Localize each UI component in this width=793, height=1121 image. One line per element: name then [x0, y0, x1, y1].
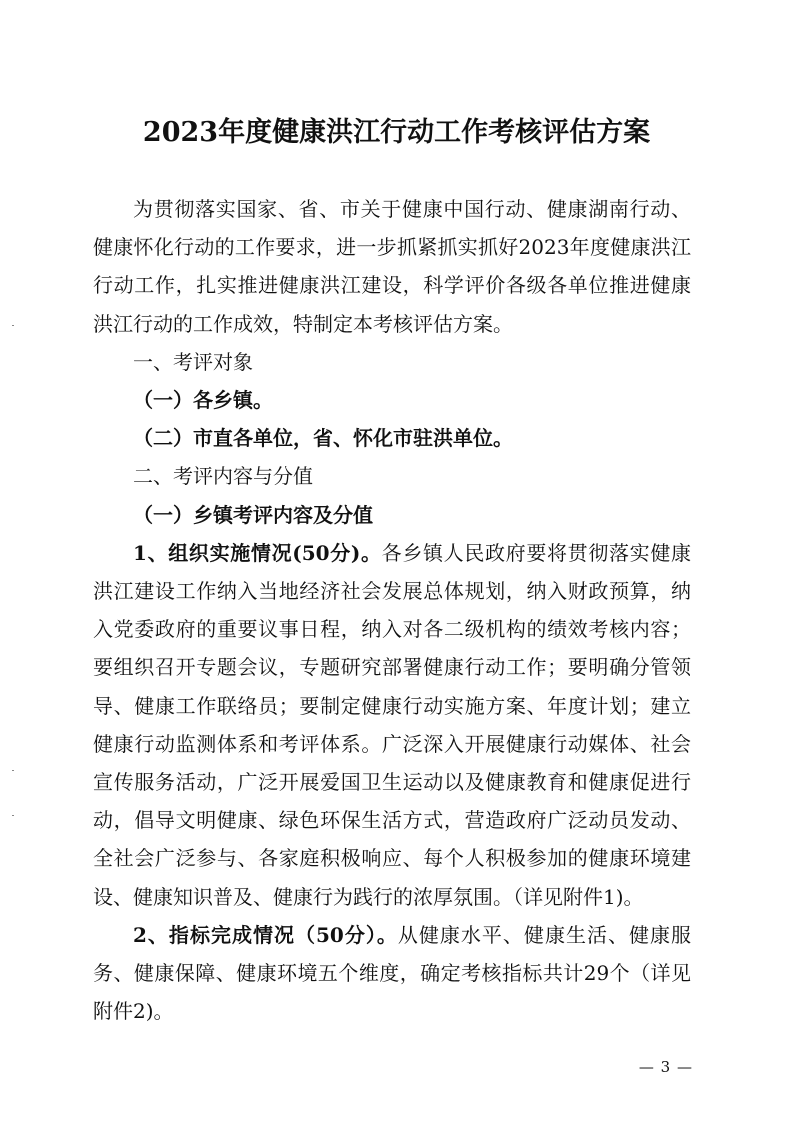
document-title: 2023年度健康洪江行动工作考核评估方案: [142, 117, 651, 148]
page-number: — 3 —: [638, 1058, 693, 1076]
section-heading-2: 二、考评内容与分值: [133, 464, 313, 489]
document-body: [93, 190, 691, 1030]
section1-item-1: （一）各乡镇。: [133, 388, 273, 413]
section2-item-2: [93, 916, 691, 1031]
item2-lead: 2、指标完成情况（50分）。: [133, 922, 398, 947]
scan-mark: [12, 325, 14, 326]
section1-item-2: （二）市直各单位，省、怀化市驻洪单位。: [133, 426, 513, 451]
scan-mark: [12, 815, 14, 816]
item1-text: 各乡镇人民政府要将贯彻落实健康洪江建设工作纳入当地经济社会发展总体规划，纳入财政预算，纳入党委政府的重要议事日程，纳入对各二级机构的绩效考核内容；要组织召开专题会议，专题研究部署健康行动工作；要明确分管领导、健康工作联络员；要制定健康行动实施方案、年度计划；建立健康行动监测体系和考评体系。广泛深入开展健康行动媒体、社会宣传服务活动，广泛开展爱国卫生运动以及健康教育和健康促进行动，倡导文明健康、绿色环保生活方式，营造政府广泛动员发动、全社会广泛参与、各家庭积极响应、每个人积极参加的健康环境建设、健康知识普及、健康行为践行的浓厚氛围。（详见附件1)。: [93, 540, 691, 909]
section2-item-1: [93, 534, 691, 916]
item2-text: 从健康水平、健康生活、健康服务、健康保障、健康环境五个维度，确定考核指标共计29个（详见附件2)。: [93, 922, 691, 1024]
item1-lead: 1、组织实施情况(50分)。: [133, 540, 382, 565]
section2-sub-heading-1: （一）乡镇考评内容及分值: [133, 502, 373, 527]
scan-mark: [12, 770, 14, 771]
intro-paragraph: 为贯彻落实国家、省、市关于健康中国行动、健康湖南行动、健康怀化行动的工作要求，进一步抓紧抓实抓好2023年度健康洪江行动工作，扎实推进健康洪江建设，科学评价各级各单位推进健康洪江行动的工作成效，特制定本考核评估方案。: [93, 197, 691, 336]
section-heading-1: 一、考评对象: [133, 349, 253, 374]
